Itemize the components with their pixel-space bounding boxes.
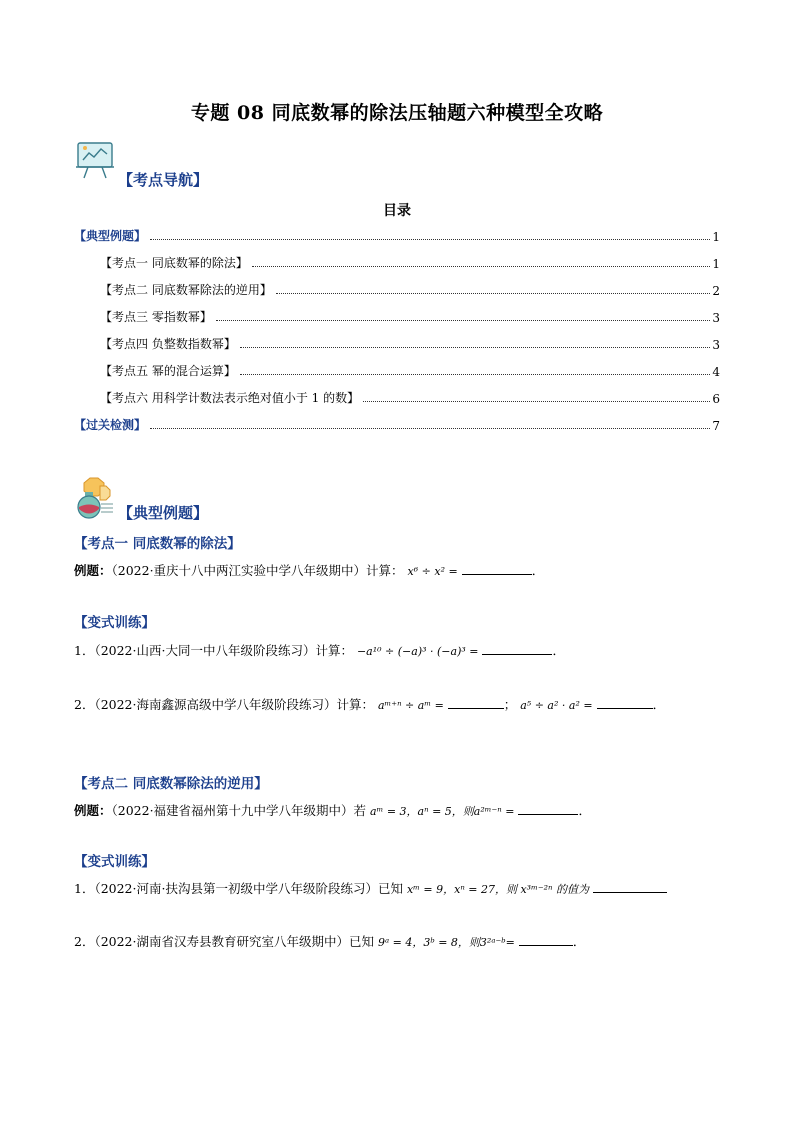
answer-blank[interactable]	[593, 880, 667, 893]
math-expr: xᵐ = 9，xⁿ = 27，则 x³ᵐ⁻²ⁿ 的值为	[406, 883, 590, 896]
toc-leader	[240, 374, 711, 375]
toc-label: 【过关检测】	[74, 418, 147, 432]
toc-row[interactable]	[100, 309, 720, 325]
topic-heading: 【考点二 同底数幂除法的逆用】	[74, 776, 268, 792]
math-expr: −a¹⁰ ÷ (−a)³ · (−a)³ =	[356, 645, 479, 658]
toc-row[interactable]	[100, 390, 720, 406]
toc-heading: 目录	[383, 203, 411, 219]
math-expr: a⁵ ÷ a² · a² =	[520, 699, 593, 712]
toc-row[interactable]	[100, 336, 720, 352]
toc-label: 【考点六 用科学计数法表示绝对值小于 1 的数】	[100, 391, 360, 405]
example-prefix: 例题：	[74, 803, 112, 818]
math-expr: aᵐ⁺ⁿ ÷ aᵐ =	[377, 699, 444, 712]
math-expr: x⁶ ÷ x² =	[407, 565, 458, 578]
toc-row[interactable]	[74, 228, 720, 244]
question-line	[74, 879, 667, 897]
toc-row[interactable]	[100, 282, 720, 298]
question-text: 2．（2022·海南鑫源高级中学八年级阶段练习）计算：	[74, 697, 374, 712]
toc-page: 2	[712, 284, 720, 298]
toc-leader	[150, 428, 710, 429]
question-line: 2．（2022·湖南省汉寿县教育研究室八年级期中）已知 9ᵃ = 4，3ᵇ = 8，则3²ᵃ⁻ᵇ= ．	[74, 934, 586, 949]
toc-leader	[252, 266, 711, 267]
nav-label: 【考点导航】	[118, 171, 209, 189]
question-text: 1．（2022·山西·大同一中八年级阶段练习）计算：	[74, 643, 353, 658]
math-expr: 9ᵃ = 4，3ᵇ = 8，则3²ᵃ⁻ᵇ=	[377, 936, 515, 949]
page-title: 专题 08 同底数幂的除法压轴题六种模型全攻略	[190, 102, 604, 124]
toc-label: 【考点四 负整数指数幂】	[100, 337, 236, 351]
toc-row[interactable]	[100, 255, 720, 271]
toc-page: 6	[712, 392, 720, 406]
question-line: 2．（2022·海南鑫源高级中学八年级阶段练习）计算： aᵐ⁺ⁿ ÷ aᵐ = ； a⁵ ÷ a² · a² = ．	[74, 697, 666, 712]
example-text: （2022·福建省福州第十九中学八年级期中）若	[111, 803, 367, 818]
variant-heading: 【变式训练】	[74, 854, 155, 870]
example-line: 例题：（2022·福建省福州第十九中学八年级期中）若 aᵐ = 3，aⁿ = 5，则a²ᵐ⁻ⁿ = ．	[74, 803, 591, 818]
example-prefix: 例题：	[74, 563, 112, 578]
topic-heading: 【考点一 同底数幂的除法】	[74, 536, 241, 552]
answer-blank[interactable]	[448, 696, 504, 709]
flask-icon	[70, 474, 116, 520]
answer-blank[interactable]	[518, 802, 578, 815]
toc-page: 1	[712, 230, 720, 244]
answer-blank[interactable]	[519, 933, 573, 946]
section-label: 【典型例题】	[118, 504, 209, 522]
toc-row[interactable]	[100, 363, 720, 379]
variant-heading: 【变式训练】	[74, 615, 155, 631]
question-text: 1．（2022·河南·扶沟县第一初级中学八年级阶段练习）已知	[74, 881, 403, 896]
toc-leader	[240, 347, 711, 348]
toc-label: 【典型例题】	[74, 229, 147, 243]
toc-page: 7	[712, 419, 720, 433]
toc-page: 3	[712, 311, 720, 325]
question-line: 1．（2022·山西·大同一中八年级阶段练习）计算： −a¹⁰ ÷ (−a)³ · (−a)³ = ．	[74, 643, 565, 658]
toc-leader	[216, 320, 711, 321]
question-text: 2．（2022·湖南省汉寿县教育研究室八年级期中）已知	[74, 934, 374, 949]
toc-page: 4	[712, 365, 720, 379]
presentation-board-icon	[74, 140, 120, 180]
toc-leader	[150, 239, 710, 240]
toc-page: 3	[712, 338, 720, 352]
toc-label: 【考点一 同底数幂的除法】	[100, 256, 248, 270]
toc-leader	[363, 401, 710, 402]
toc-label: 【考点三 零指数幂】	[100, 310, 212, 324]
toc-leader	[276, 293, 711, 294]
toc-label: 【考点二 同底数幂除法的逆用】	[100, 283, 272, 297]
example-line: 例题：（2022·重庆十八中两江实验中学八年级期中）计算： x⁶ ÷ x² = ．	[74, 563, 545, 578]
answer-blank[interactable]	[482, 642, 552, 655]
answer-blank[interactable]	[462, 562, 532, 575]
toc-page: 1	[712, 257, 720, 271]
math-expr: aᵐ = 3，aⁿ = 5，则a²ᵐ⁻ⁿ =	[370, 805, 515, 818]
example-text: （2022·重庆十八中两江实验中学八年级期中）计算：	[111, 563, 404, 578]
answer-blank[interactable]	[597, 696, 653, 709]
toc-row[interactable]	[74, 417, 720, 433]
toc-label: 【考点五 幂的混合运算】	[100, 364, 236, 378]
